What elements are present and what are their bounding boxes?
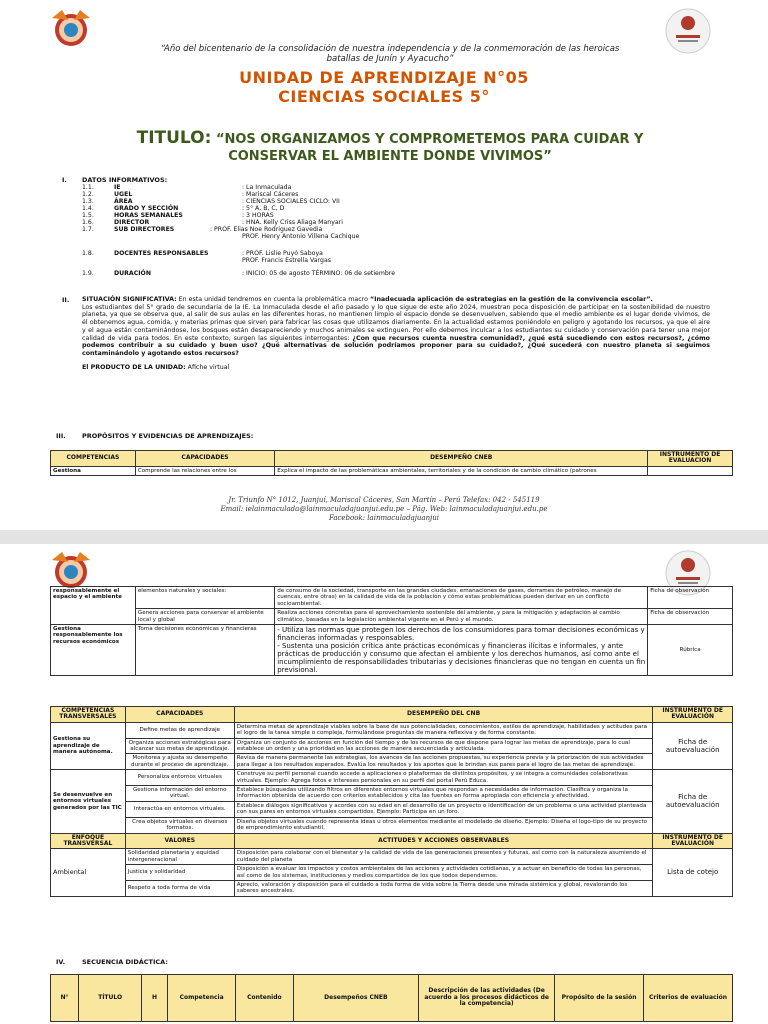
- col-proposito: Propósito de la sesión: [555, 975, 644, 1022]
- desempeno-cell: Explica el impacto de las problemáticas ambientales, territoriales y de la condición de cambio climático (patrones: [275, 466, 648, 475]
- table-row: [51, 801, 733, 817]
- capacidad-cell: Organiza acciones estratégicas para alcanzar sus metas de aprendizaje.: [125, 738, 234, 754]
- section-heading-propositos: PROPÓSITOS Y EVIDENCIAS DE APRENDIZAJES:: [82, 432, 254, 440]
- page-footer: [0, 496, 768, 523]
- footer-contact: Email: ielainmaculada@lainmaculadajuanjui.edu.pe – Pág. Web: lainmaculadajuanjui.edu.pe: [220, 505, 548, 513]
- table-row: [51, 770, 733, 786]
- datos-row-number: 1.8.: [82, 250, 94, 257]
- situacion-questions: ¿Con que recursos cuenta nuestra comunidad?, ¿qué está sucediendo con estos recursos?, ¿cómo podemos contribuir a su cuidado y buen uso? ¿Qué alternativas de solución podríamos proponer para su cuidado?, ¿Qué sucederá con nuestro planeta si seguimos contaminándolo y agotando estos recursos?: [82, 334, 710, 357]
- subject-title: CIENCIAS SOCIALES 5°: [278, 87, 490, 106]
- table-row: [51, 849, 733, 865]
- school-logo-icon: [48, 8, 94, 48]
- col-competencias: COMPETENCIAS: [51, 451, 136, 467]
- desempeno-cell: Determina metas de aprendizaje viables sobre la base de sus potencialidades, conocimientos, estilos de aprendizaje, habilidades y actitudes para el logro de la tarea simple o compleja, formulándose preguntas de manera reflexiva y de forma constante.: [234, 722, 653, 738]
- col-numero: N°: [51, 975, 79, 1022]
- title-text: “NOS ORGANIZAMOS Y COMPROMETEMOS PARA CUIDAR Y CONSERVAR EL AMBIENTE DONDE VIVIMOS”: [215, 132, 644, 164]
- instrumento-cell: Ficha de observación: [648, 609, 733, 625]
- datos-row-value: : INICIO: 05 de agosto TÉRMINO: 06 de setiembre: [242, 270, 396, 277]
- instrumento-cell: Ficha de observación: [648, 587, 733, 609]
- col-titulo: TÍTULO: [79, 975, 142, 1022]
- datos-row-value: : PROF. Elias Noe Rodriguez Gavedia: [210, 226, 323, 233]
- competencia-cell: Se desenvuelve en entornos virtuales generados por las TIC: [51, 770, 126, 833]
- valor-cell: Respeto a toda forma de vida: [125, 880, 234, 896]
- section-number-1: I.: [62, 176, 67, 184]
- competencia-cell: Gestiona: [51, 466, 136, 475]
- datos-row-key: IE: [114, 184, 121, 191]
- product-label: El PRODUCTO DE LA UNIDAD:: [82, 363, 186, 371]
- datos-row-value: : CIENCIAS SOCIALES CICLO: VII: [242, 198, 340, 205]
- footer-facebook: Facebook: lainmaculadajuanjui: [328, 514, 440, 522]
- datos-row-value: : 5° A, B, C, D: [242, 205, 285, 212]
- table-row: [51, 466, 733, 475]
- desempeno-cell: Organiza un conjunto de acciones en función del tiempo y de los recursos de que dispone para lograr las metas de aprendizaje, para lo cual establece un orden y una prioridad en las acciones de manera secuenciada y articulada.: [234, 738, 653, 754]
- instrumento-cell: [648, 466, 733, 475]
- year-motto: “Año del bicentenario de la consolidación de nuestra independencia y de la conmemoración de las heroicas batallas de Junín y Ayacucho”: [160, 44, 620, 64]
- competencia-cell: Gestiona su aprendizaje de manera autónoma.: [51, 722, 126, 769]
- col-capacidades: CAPACIDADES: [125, 707, 234, 723]
- desempeno-cell: de consumo de la sociedad, transporte en las grandes ciudades, emanaciones de gases, derrames de petróleo, manejo de cuencas, entre otras) en la calidad de vida de la población y cómo estas problemáticas pueden derivar en un conflicto socioambiental.: [275, 587, 648, 609]
- desempeno-cell: Establece diálogos significativos y acordes con su edad en el desarrollo de un proyecto o identificación de un problema o una actividad planteada con sus pares en entornos virtuales compartidos. Ejemplo: Participa en un foro.: [234, 801, 653, 817]
- datos-row-number: 1.7.: [82, 226, 94, 233]
- datos-row-key: SUB DIRECTORES: [114, 226, 175, 233]
- table-row: [51, 738, 733, 754]
- table-row: [51, 865, 733, 881]
- datos-row-key: DOCENTES RESPONSABLES: [114, 250, 209, 257]
- section-number-3: III.: [56, 432, 66, 440]
- title-label: TITULO:: [136, 128, 212, 148]
- capacidad-cell: Comprende las relaciones entre los: [135, 466, 274, 475]
- datos-row-key: ÁREA: [114, 198, 133, 205]
- col-capacidades: CAPACIDADES: [135, 451, 274, 467]
- table-row: [51, 587, 733, 609]
- datos-row-number: 1.2.: [82, 191, 94, 198]
- capacidad-cell: Gestiona información del entorno virtual.: [125, 786, 234, 802]
- unit-main-title: [90, 130, 690, 165]
- table-row: [51, 722, 733, 738]
- table-row: [51, 880, 733, 896]
- situacion-macro: “Inadecuada aplicación de estrategias en la gestión de la convivencia escolar”.: [369, 296, 653, 303]
- unit-number-title: UNIDAD DE APRENDIZAJE N°05: [239, 68, 529, 87]
- capacidad-cell: Define metas de aprendizaje: [125, 722, 234, 738]
- datos-row-number: 1.6.: [82, 219, 94, 226]
- capacidad-cell: Crea objetos virtuales en diversos formatos.: [125, 817, 234, 833]
- actitud-cell: Disposición para colaborar con el bienestar y la calidad de vida de las generaciones presentes y futuras, así como con la naturaleza asumiendo el cuidado del planeta: [234, 849, 653, 865]
- capacidad-cell: Genera acciones para conservar el ambiente local y global: [135, 609, 274, 625]
- product-line: [82, 364, 710, 372]
- section-number-4: IV.: [56, 958, 66, 966]
- datos-row-value: : HNA. Kelly Criss Aliaga Manyari: [242, 219, 343, 226]
- col-valores: VALORES: [125, 833, 234, 849]
- datos-row-value: : La Inmaculada: [242, 184, 292, 191]
- section-number-2: II.: [62, 296, 70, 304]
- datos-row-value: PROF. Francis Estrella Vargas: [242, 257, 331, 264]
- table-row: [51, 625, 733, 676]
- desempeno-cell: Construye su perfil personal cuando accede a aplicaciones o plataformas de distintos propósitos, y se integra a comunidades colaborativas virtuales. Ejemplo: Agrega fotos e intereses personales en su perfil del portal Perú Educa.: [234, 770, 653, 786]
- table-row: [51, 754, 733, 770]
- desempeno-cell: Establece búsquedas utilizando filtros en diferentes entornos virtuales que respondan a necesidades de información. Clasifica y organiza la información obtenida de acuerdo con criterios establecidos y cita las fuentes en forma apropiada con eficiencia y efectividad.: [234, 786, 653, 802]
- table-row: [51, 817, 733, 833]
- col-horas: H: [141, 975, 167, 1022]
- actitud-cell: Disposición a evaluar los impactos y costos ambientales de las acciones y actividades cotidianas, y a actuar en beneficio de todas las personas, así como de los sistemas, instituciones y medios compartidos de los que todos dependemos.: [234, 865, 653, 881]
- col-contenido: Contenido: [236, 975, 294, 1022]
- propositos-table: [50, 450, 733, 476]
- col-instrumento: INSTRUMENTO DE EVALUACIÓN: [653, 707, 733, 723]
- unit-title: [0, 68, 768, 106]
- col-comp-transversales: COMPETENCIAS TRANSVERSALES: [51, 707, 126, 723]
- capacidad-cell: Personaliza entornos virtuales: [125, 770, 234, 786]
- propositos-table-continued: [50, 586, 733, 676]
- section-heading-datos: DATOS INFORMATIVOS:: [82, 176, 168, 184]
- situacion-intro: En esta unidad tendremos en cuenta la problemática macro: [176, 296, 370, 303]
- datos-row-key: GRADO Y SECCIÓN: [114, 205, 179, 212]
- transversales-table: [50, 706, 733, 897]
- actitud-cell: Aprecio, valoración y disposición para el cuidado a toda forma de vida sobre la Tierra desde una mirada sistémica y global, revalorando los saberes ancestrales.: [234, 880, 653, 896]
- capacidad-cell: Toma decisiones económicas y financieras: [135, 625, 274, 676]
- section-heading-secuencia: SECUENCIA DIDÁCTICA:: [82, 958, 168, 966]
- datos-row-value: : PROF. Lislie Puyó Saboya: [242, 250, 323, 257]
- capacidad-cell: elementos naturales y sociales:: [135, 587, 274, 609]
- datos-row-number: 1.5.: [82, 212, 94, 219]
- datos-row-key: DURACIÓN: [114, 270, 151, 277]
- secuencia-table: [50, 974, 733, 1022]
- enfoque-header-row: [51, 833, 733, 849]
- situacion-label: SITUACIÓN SIGNIFICATIVA:: [82, 296, 177, 303]
- datos-row-number: 1.9.: [82, 270, 94, 277]
- valor-cell: Solidaridad planetaria y equidad intergeneracional: [125, 849, 234, 865]
- transversales-header-row: [51, 707, 733, 723]
- situacion-significativa: [82, 296, 710, 371]
- col-instrumento: INSTRUMENTO DE EVALUACIÓN: [653, 833, 733, 849]
- desempeno-cell: Diseña objetos virtuales cuando representa ideas u otros elementos mediante el modelado de diseño. Ejemplo: Diseña el logo-tipo de su proyecto de emprendimiento estudiantil.: [234, 817, 653, 833]
- datos-row-value: : Mariscal Cáceres: [242, 191, 299, 198]
- col-actitudes: ACTITUDES Y ACCIONES OBSERVABLES: [234, 833, 653, 849]
- page-2: [0, 544, 768, 1024]
- table-row: [51, 786, 733, 802]
- desempeno-cell: - Utiliza las normas que protegen los derechos de los consumidores para tomar decisiones económicas y financieras informadas y responsables. - Sustenta una posición crítica ante prácticas económicas y financieras ilícitas e informales, y ante prácticas de producción y consumo que afectan el ambiente y los derechos humanos, así como ante el incumplimiento de responsabilidades tributarias y decisiones financieras que no tengan en cuenta un fin previsional.: [275, 625, 648, 676]
- datos-row-number: 1.3.: [82, 198, 94, 205]
- propositos-header-row: [51, 451, 733, 467]
- datos-row-value: PROF. Henry Antonio Villena Cachique: [242, 233, 360, 240]
- instrumento-cell: Rúbrica: [648, 625, 733, 676]
- instrumento-cell: Lista de cotejo: [653, 849, 733, 896]
- col-desempeno: DESEMPEÑO CNEB: [275, 451, 648, 467]
- footer-address: Jr. Triunfo N° 1012, Juanjuí, Mariscal Cáceres, San Martín – Perú Telefax: 042 - 545119: [228, 496, 540, 504]
- situacion-body: Los estudiantes del 5° grado de secundaria de la IE. La Inmaculada desde el año pasado y lo que sigue de este año 2024, muestran poca disposición de participar en la sostenibilidad de nuestro planeta, ya que se observa que, al salir de sus aulas en las diferentes horas, no mantienen limpio el espacio donde se desenvuelven, sabiendo que el medio ambiente es el lugar donde vivimos, de él obtenemos agua, comida, y materias primas que sirven para fabricar las cosas que utilizamos diariamente. En la actualidad estamos poniéndolo en peligro y agotando los recursos, ya que el aire y el agua están contaminándose, los bosques están desapareciendo y muchos animales se extinguen. Por ello debemos inculcar a los estudiantes su cuidado y conservación para tener una mejor calidad de vida para todos. En este contexto, surgen las siguientes interrogantes:: [82, 303, 710, 342]
- col-descripcion: Descripción de las actividades (De acuerdo a los procesos didácticos de la competencia): [419, 975, 555, 1022]
- datos-row-key: UGEL: [114, 191, 133, 198]
- instrumento-cell: Ficha de autoevaluación: [653, 722, 733, 769]
- product-value: Afiche virtual: [185, 363, 230, 371]
- page-separator: [0, 530, 768, 544]
- secuencia-header-row: [51, 975, 733, 1022]
- desempeno-cell: Realiza acciones concretas para el aprovechamiento sostenible del ambiente, y para la mitigación y adaptación al cambio climático, basadas en la legislación ambiental vigente en el Perú y el mundo.: [275, 609, 648, 625]
- capacidad-cell: Interactúa en entornos virtuales.: [125, 801, 234, 817]
- capacidad-cell: Monitorea y ajusta su desempeño durante el proceso de aprendizaje.: [125, 754, 234, 770]
- col-competencia: Competencia: [168, 975, 236, 1022]
- datos-row-value: : 3 HORAS: [242, 212, 274, 219]
- desempeno-cell: Revisa de manera permanente las estrategias, los avances de las acciones propuestas, su experiencia previa y la priorización de sus actividades para llegar a los resultados esperados. Evalúa los resultados y los aportes que le brindan sus pares para el logro de las metas de aprendizaje.: [234, 754, 653, 770]
- col-enfoque: ENFOQUE TRANSVERSAL: [51, 833, 126, 849]
- col-criterios: Criterios de evaluación: [644, 975, 733, 1022]
- datos-row-key: DIRECTOR: [114, 219, 150, 226]
- col-desempeno: DESEMPEÑO DEL CNB: [234, 707, 653, 723]
- enfoque-cell: Ambiental: [51, 849, 126, 896]
- school-logo-icon: [48, 550, 94, 590]
- col-desempenos: Desempeños CNEB: [293, 975, 419, 1022]
- instrumento-cell: Ficha de autoevaluación: [653, 770, 733, 833]
- col-instrumento: INSTRUMENTO DE EVALUACION: [648, 451, 733, 467]
- datos-row-key: HORAS SEMANALES: [114, 212, 183, 219]
- valor-cell: Justicia y solidaridad: [125, 865, 234, 881]
- competencia-cell: responsablemente el espacio y el ambiente: [51, 587, 136, 625]
- competencia-cell: Gestiona responsablemente los recursos económicos: [51, 625, 136, 676]
- ugel-seal-icon: [664, 8, 712, 54]
- table-row: [51, 609, 733, 625]
- datos-row-number: 1.1.: [82, 184, 94, 191]
- datos-row-number: 1.4.: [82, 205, 94, 212]
